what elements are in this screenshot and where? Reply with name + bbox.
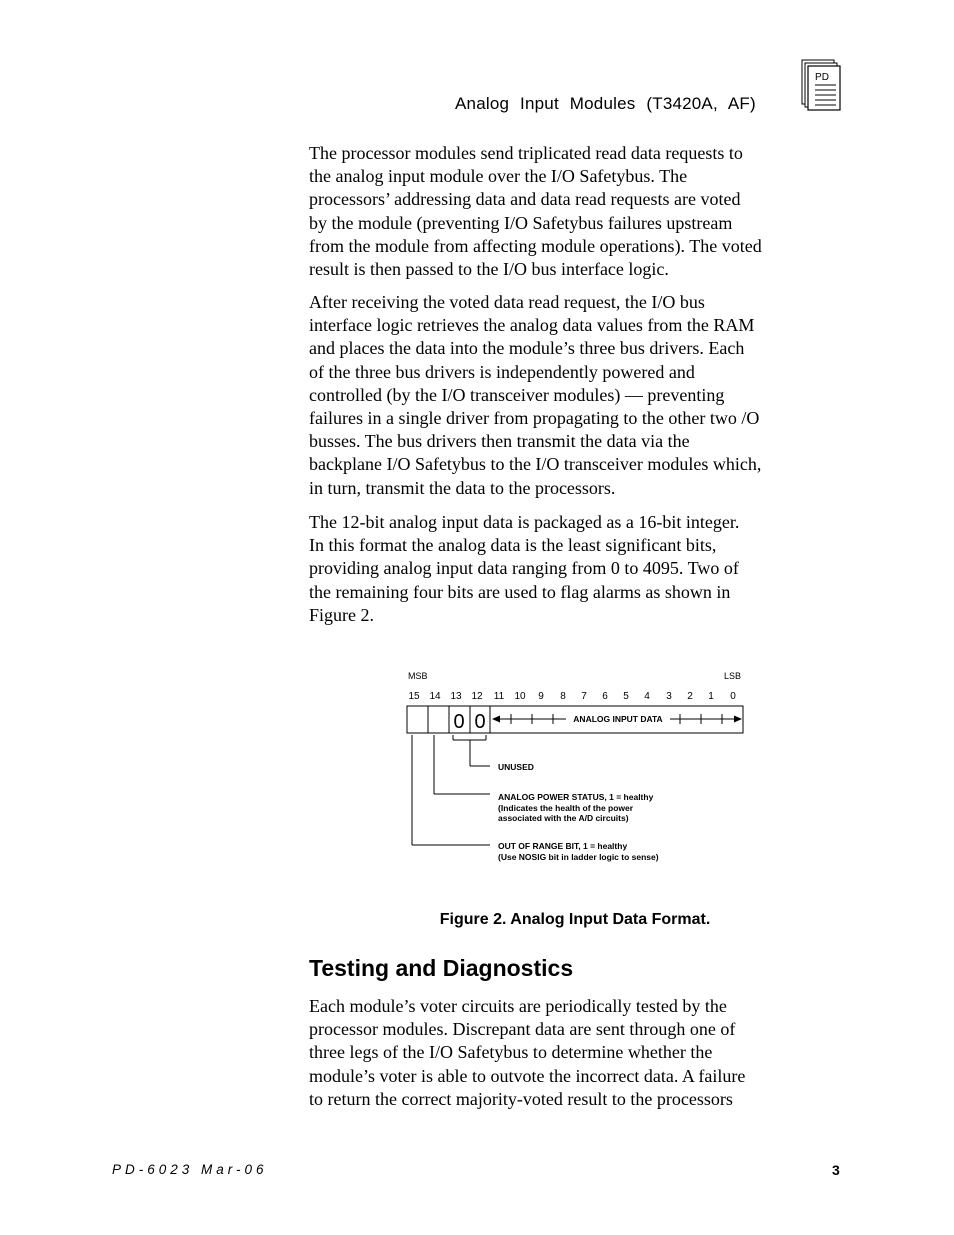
msb-label: MSB [408, 671, 428, 681]
text-line: from the module from affecting module operations). The voted [309, 235, 762, 256]
power-status-leader [434, 735, 490, 794]
bit-number: 11 [493, 691, 505, 702]
text-line: three legs of the I/O Safetybus to determine whether the [309, 1042, 713, 1063]
text-line: busses. The bus drivers then transmit the data via the [309, 431, 690, 452]
bit-number-row [408, 691, 736, 702]
out-of-range-line2: (Use NOSIG bit in ladder logic to sense) [498, 852, 659, 862]
power-status-line1: ANALOG POWER STATUS, 1 = healthy [498, 792, 654, 802]
text-line: by the module (preventing I/O Safetybus failures upstream [309, 212, 733, 233]
text-line: in turn, transmit the data to the processors. [309, 477, 616, 498]
analog-input-data-format-diagram [400, 665, 760, 875]
paragraph-voted-requests [309, 142, 849, 281]
text-line: controlled (by the I/O transceiver modules) — preventing [309, 384, 725, 405]
bit-number: 5 [623, 691, 629, 702]
text-line: processor modules. Discrepant data are sent through one of [309, 1019, 736, 1040]
bit-number: 2 [687, 691, 693, 702]
text-line: and places the data into the module’s three bus drivers. Each [309, 338, 745, 359]
pd-document-icon [800, 58, 844, 114]
text-line: the remaining four bits are used to flag alarms as shown in [309, 581, 731, 602]
text-line: the analog input module over the I/O Safetybus. The [309, 166, 688, 187]
analog-input-data-label: ANALOG INPUT DATA [573, 714, 663, 724]
bit-number: 12 [471, 691, 483, 702]
page-number: 3 [832, 1162, 840, 1178]
text-line: to return the correct majority-voted result to the processors [309, 1088, 733, 1109]
pd-badge-text: PD [815, 72, 829, 83]
section-heading: Testing and Diagnostics [309, 955, 574, 981]
unused-label: UNUSED [498, 762, 534, 772]
bit-number: 0 [730, 691, 736, 702]
power-status-line3: associated with the A/D circuits) [498, 813, 629, 823]
footer-doc-id: PD-6023 Mar-06 [112, 1162, 268, 1177]
out-of-range-line1: OUT OF RANGE BIT, 1 = healthy [498, 841, 628, 851]
unused-bracket [453, 735, 490, 766]
text-line: result is then passed to the I/O bus interface logic. [309, 259, 669, 280]
text-line: Figure 2. [309, 604, 374, 625]
bit-number: 10 [514, 691, 526, 702]
text-line: Each module’s voter circuits are periodically tested by the [309, 996, 727, 1016]
figure-caption: Figure 2. Analog Input Data Format. [439, 911, 711, 928]
text-line: After receiving the voted data read request, the I/O bus [309, 292, 705, 312]
paragraph-bus-drivers [309, 291, 849, 500]
power-status-line2: (Indicates the health of the power [498, 803, 634, 813]
bit-number: 7 [581, 691, 587, 702]
paragraph-testing [309, 995, 849, 1111]
bit-number: 6 [602, 691, 608, 702]
text-line: In this format the analog data is the least significant bits, [309, 535, 717, 556]
bit-number: 8 [560, 691, 566, 702]
out-of-range-leader [412, 735, 490, 845]
text-line: processors’ addressing data and data read requests are voted [309, 189, 741, 210]
bit-number: 13 [450, 691, 462, 702]
text-line: interface logic retrieves the analog data values from the RAM [309, 315, 755, 336]
text-line: of the three bus drivers is independently powered and [309, 361, 695, 382]
text-line: backplane I/O Safetybus to the I/O transceiver modules which, [309, 454, 762, 475]
text-line: module’s voter is able to outvote the incorrect data. A failure [309, 1065, 746, 1086]
running-header-title: Analog Input Modules (T3420A, AF) [455, 94, 756, 113]
paragraph-data-format [309, 511, 849, 627]
text-line: The processor modules send triplicated read data requests to [309, 143, 743, 163]
bit-number: 4 [644, 691, 650, 702]
bit-number: 14 [429, 691, 441, 702]
bit-number: 15 [408, 691, 420, 702]
text-line: providing analog input data ranging from 0 to 4095. Two of [309, 558, 739, 579]
lsb-label: LSB [724, 671, 742, 681]
bit-number: 1 [708, 691, 714, 702]
text-line: failures in a single driver from propagating to the other two /O [309, 408, 760, 429]
text-line: The 12-bit analog input data is packaged as a 16-bit integer. [309, 512, 740, 532]
bit-number: 9 [538, 691, 544, 702]
bit12-value: 0 [474, 711, 486, 733]
bit-number: 3 [666, 691, 672, 702]
bit13-value: 0 [453, 711, 465, 733]
